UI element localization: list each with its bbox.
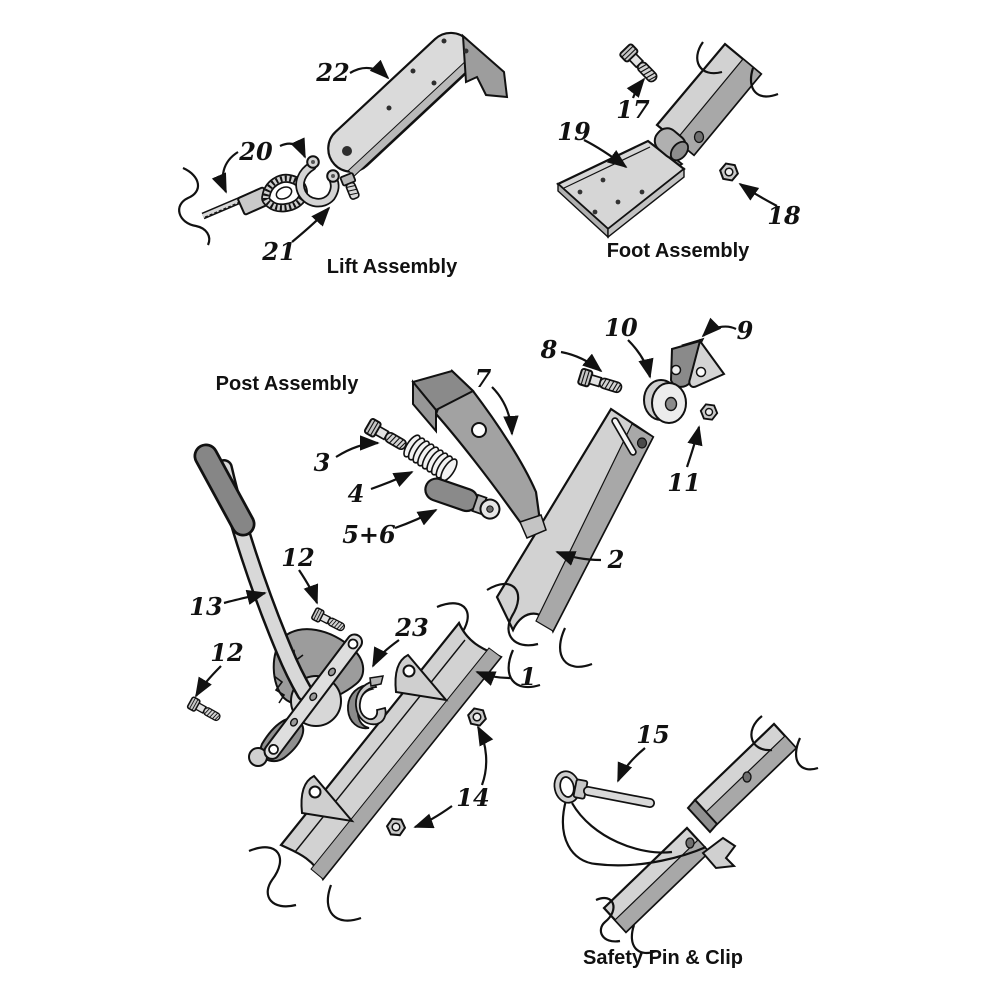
foot-assembly-title: Foot Assembly bbox=[606, 240, 750, 262]
part-label-21: 21 bbox=[262, 237, 296, 266]
arrow-to-part-20 bbox=[223, 152, 238, 192]
tube-break-line bbox=[560, 628, 592, 667]
part-8-bolt bbox=[578, 368, 624, 396]
lift-assembly-title: Lift Assembly bbox=[326, 256, 458, 278]
post-assembly-group bbox=[187, 339, 724, 921]
part-22-lift-bracket bbox=[319, 23, 507, 181]
part-label-23: 23 bbox=[395, 613, 429, 642]
bracket-flange bbox=[463, 36, 507, 97]
part-20-lift-cable bbox=[179, 168, 303, 245]
arrow-to-part-14-upper bbox=[478, 727, 486, 785]
part-9-corner-bracket bbox=[671, 339, 724, 387]
arrow-to-part-22 bbox=[350, 68, 388, 78]
shackle-pin bbox=[340, 173, 361, 201]
arrow-to-part-11 bbox=[687, 427, 699, 467]
part-label-12-lower: 12 bbox=[210, 638, 244, 667]
part-17-bolt bbox=[619, 43, 660, 85]
part-label-19: 19 bbox=[557, 117, 591, 146]
part-label-2: 2 bbox=[607, 545, 625, 574]
part-18-nut bbox=[719, 163, 739, 181]
arrow-to-part-12-lower bbox=[196, 666, 221, 696]
tube-break-line bbox=[249, 847, 296, 906]
arrow-to-part-15 bbox=[618, 748, 645, 781]
tube-break-line bbox=[796, 738, 818, 769]
part-12-bolt-lower bbox=[187, 697, 222, 724]
part-10-washer bbox=[644, 380, 686, 423]
part-label-8: 8 bbox=[540, 335, 558, 364]
receiver-tube-lower bbox=[596, 828, 709, 953]
arrow-to-part-4 bbox=[371, 472, 412, 489]
tube-break-line bbox=[328, 885, 361, 921]
part-14-nut-lower bbox=[386, 818, 405, 835]
part-13-lever-mechanism bbox=[206, 456, 365, 766]
part-label-17: 17 bbox=[616, 95, 650, 124]
part-label-14: 14 bbox=[456, 783, 490, 812]
receiver-tube-upper bbox=[688, 716, 818, 832]
part-label-18: 18 bbox=[767, 201, 801, 230]
foot-assembly-group bbox=[558, 42, 778, 237]
part-label-9: 9 bbox=[736, 316, 754, 345]
post-assembly-title: Post Assembly bbox=[215, 373, 359, 395]
arrow-to-part-9 bbox=[703, 327, 736, 336]
safety-pin-clip-title: Safety Pin & Clip bbox=[582, 947, 744, 969]
part-14-nut-upper bbox=[467, 707, 488, 726]
arrow-to-part-8 bbox=[561, 352, 601, 371]
part-label-5-6: 5+6 bbox=[342, 520, 396, 549]
bracket-hole bbox=[342, 146, 352, 156]
part-4-spring bbox=[401, 433, 460, 483]
part-label-1: 1 bbox=[519, 662, 537, 691]
arrow-to-part-21 bbox=[292, 208, 329, 242]
part-label-15: 15 bbox=[636, 720, 670, 749]
part-11-nut bbox=[700, 404, 718, 421]
arrow-to-part-3 bbox=[336, 443, 378, 457]
arrow-to-shackle bbox=[280, 144, 305, 157]
clip-end bbox=[703, 838, 735, 868]
part-label-11: 11 bbox=[667, 468, 701, 497]
part-label-13: 13 bbox=[189, 592, 223, 621]
part-label-20: 20 bbox=[239, 137, 273, 166]
arrow-to-part-23 bbox=[373, 640, 399, 666]
arrow-to-part-14-lower bbox=[415, 806, 452, 827]
arrow-to-part-12-upper bbox=[299, 570, 317, 603]
arrow-to-part-10 bbox=[628, 340, 650, 377]
arrow-to-part-5-6 bbox=[395, 510, 436, 528]
part-label-22: 22 bbox=[316, 58, 350, 87]
lift-assembly-group bbox=[179, 23, 507, 245]
part-3-bolt bbox=[364, 418, 409, 453]
part-label-10: 10 bbox=[604, 313, 638, 342]
part-label-7: 7 bbox=[474, 364, 492, 393]
part-label-12-upper: 12 bbox=[281, 543, 315, 572]
part-label-3: 3 bbox=[313, 448, 331, 477]
clip-wire bbox=[572, 803, 672, 853]
cable-break-line bbox=[179, 168, 209, 245]
part-label-4: 4 bbox=[347, 479, 365, 508]
safety-pin-group bbox=[555, 716, 818, 953]
